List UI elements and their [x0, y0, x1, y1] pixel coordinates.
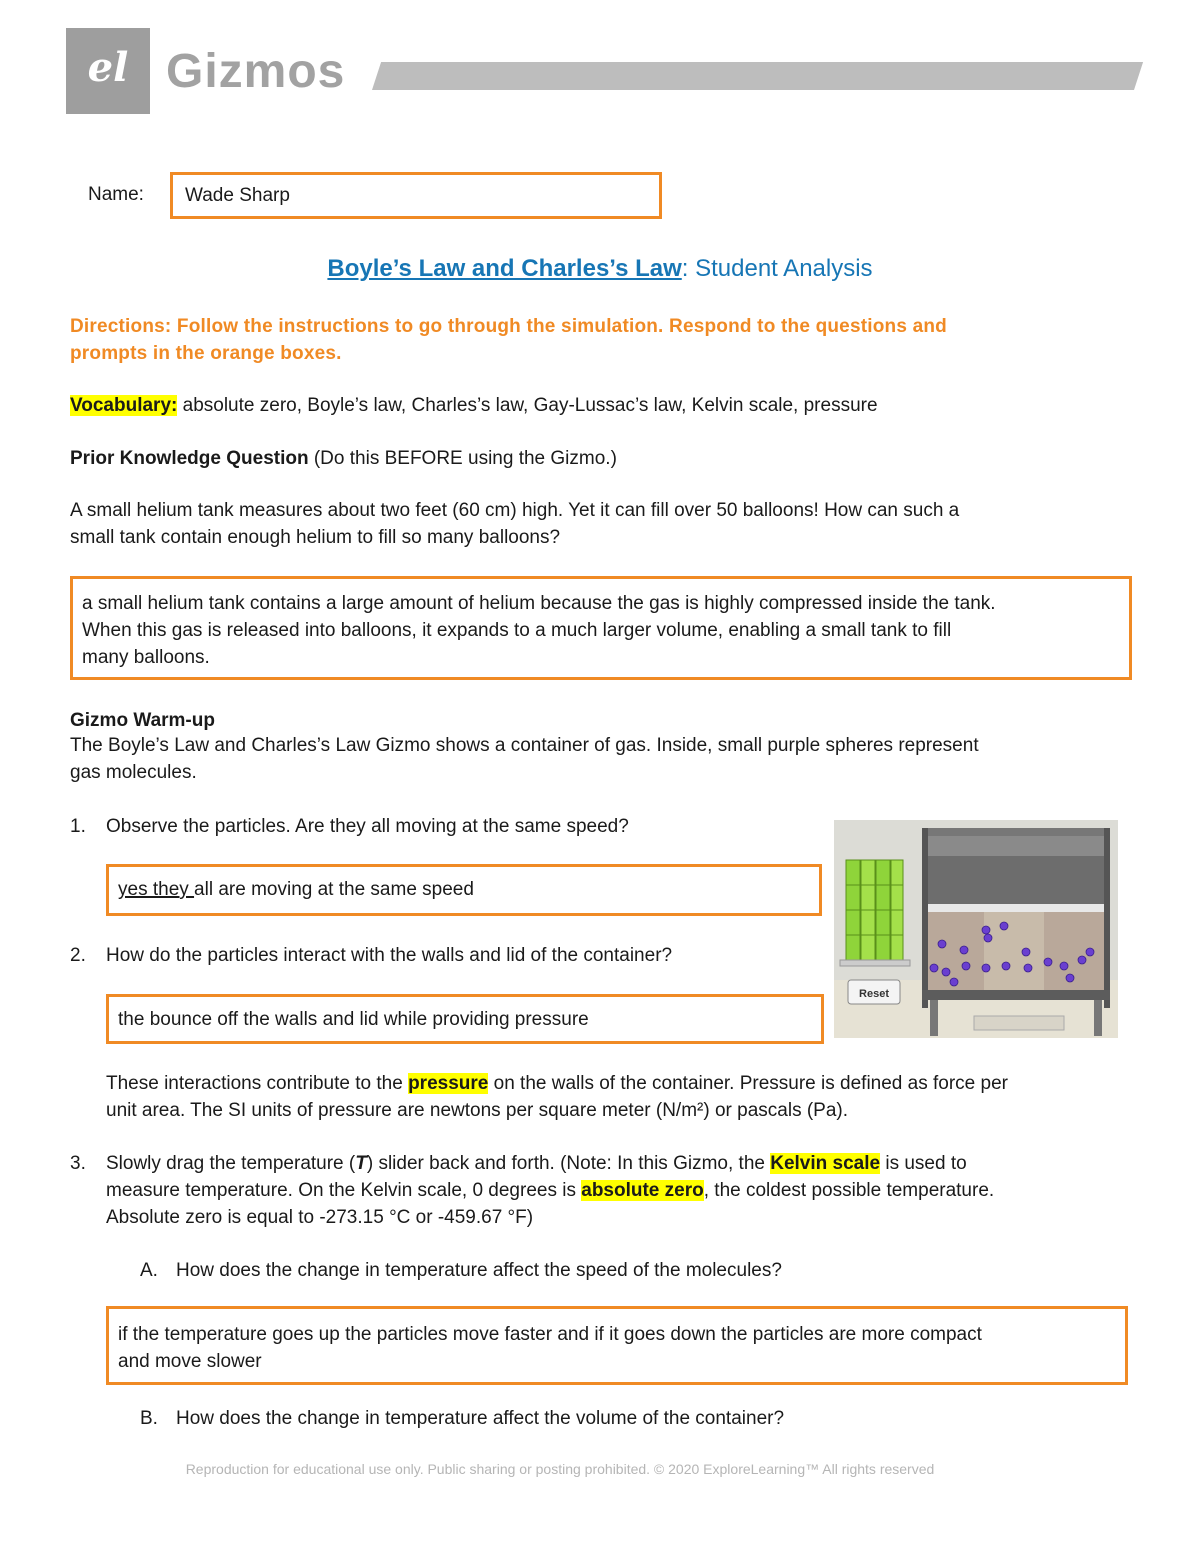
prior-knowledge-question [70, 497, 1130, 551]
name-field[interactable] [170, 172, 662, 219]
prior-knowledge-answer [82, 590, 1122, 671]
interactions-paragraph [106, 1070, 1136, 1124]
q1-number: 1. [70, 816, 86, 837]
term-kelvin-scale: Kelvin scale [770, 1153, 881, 1174]
header-bar [372, 62, 1143, 90]
q3-line3: Absolute zero is equal to -273.15 °C or -459.67 °F) [106, 1207, 534, 1228]
brand-name: Gizmos [166, 45, 346, 98]
term-absolute-zero: absolute zero [581, 1180, 704, 1201]
title-sub: Student Analysis [688, 255, 873, 282]
directions-line1: Directions: Follow the instructions to go through the simulation. Respond to the questions and [70, 316, 947, 337]
directions [70, 313, 1070, 367]
pk-answer-line2: When this gas is released into balloons, it expands to a much larger volume, enabling a small tank to fill [82, 620, 952, 641]
vocabulary [70, 392, 878, 419]
pk-answer-line1: a small helium tank contains a large amount of helium because the gas is highly compressed inside the tank. [82, 593, 996, 614]
page-title [0, 255, 1200, 283]
reset-button-label: Reset [859, 988, 889, 1000]
vocabulary-label: Vocabulary: [70, 395, 178, 416]
pk-answer-line3: many balloons. [82, 647, 210, 668]
simulation-illustration [834, 820, 1118, 1038]
prior-knowledge-heading [70, 445, 617, 472]
pk-question-line1: A small helium tank measures about two feet (60 cm) high. Yet it can fill over 50 balloons! How can such a [70, 500, 960, 521]
q1-answer [118, 879, 474, 901]
warmup-line1: The Boyle’s Law and Charles’s Law Gizmo shows a container of gas. Inside, small purple spheres represent [70, 735, 979, 756]
q3a-letter: A. [140, 1260, 158, 1281]
q3a-answer [118, 1321, 1118, 1375]
term-pressure: pressure [408, 1073, 489, 1094]
prior-knowledge-note: (Do this BEFORE using the Gizmo.) [308, 448, 617, 469]
title-link[interactable]: Boyle’s Law and Charles’s Law [327, 255, 682, 282]
interactions-pre: These interactions contribute to the [106, 1073, 409, 1094]
q3-line1 [106, 1150, 1136, 1177]
name-value: Wade Sharp [185, 185, 290, 206]
interactions-line2: unit area. The SI units of pressure are newtons per square meter (N/m²) or pascals (Pa). [106, 1100, 849, 1121]
q3-line2 [106, 1177, 1136, 1204]
q3-line2-a: measure temperature. On the Kelvin scale, 0 degrees is [106, 1180, 582, 1201]
q1-answer-box[interactable] [106, 864, 822, 916]
q3a-answer-box[interactable] [106, 1306, 1128, 1385]
pk-question-line2: small tank contain enough helium to fill so many balloons? [70, 527, 561, 548]
warmup-text [70, 732, 1130, 786]
q3a-answer-line2: and move slower [118, 1351, 262, 1372]
q3b-letter: B. [140, 1408, 158, 1429]
prior-knowledge-label: Prior Knowledge Question [70, 448, 309, 469]
title-sep: : [681, 255, 689, 282]
q2-answer-box[interactable] [106, 994, 824, 1044]
vocabulary-terms: absolute zero, Boyle’s law, Charles’s law, Gay-Lussac’s law, Kelvin scale, pressure [177, 395, 878, 416]
q3-line1-c: is used to [880, 1153, 967, 1174]
weights-stack [840, 860, 910, 966]
q2-number: 2. [70, 945, 86, 966]
q3-line1-a: Slowly drag the temperature ( [106, 1153, 356, 1174]
gizmo-simulation-image [834, 820, 1118, 1038]
q3-number: 3. [70, 1153, 86, 1174]
interactions-post: on the walls of the container. Pressure is defined as force per [488, 1073, 1008, 1094]
prior-knowledge-answer-box[interactable] [70, 576, 1132, 680]
logo-glyph: el [87, 44, 129, 91]
q3b-text: How does the change in temperature affect the volume of the container? [176, 1408, 785, 1429]
q3a-answer-line1: if the temperature goes up the particles move faster and if it goes down the particles are more compact [118, 1324, 982, 1345]
warmup-line2: gas molecules. [70, 762, 197, 783]
q1-answer-rest: all are moving at the same speed [194, 879, 474, 900]
directions-line2: prompts in the orange boxes. [70, 343, 342, 364]
q1-answer-underlined: yes they [118, 879, 195, 900]
warmup-heading: Gizmo Warm-up [70, 710, 215, 731]
q2-text: How do the particles interact with the walls and lid of the container? [106, 945, 673, 966]
temperature-symbol: T [355, 1153, 367, 1174]
footer: Reproduction for educational use only. Public sharing or posting prohibited. © 2020 ExploreLearning™ All rights reserved [185, 1461, 935, 1477]
q1-text: Observe the particles. Are they all moving at the same speed? [106, 816, 629, 837]
q3a-text: How does the change in temperature affect the speed of the molecules? [176, 1260, 782, 1281]
q3-line2-b: , the coldest possible temperature. [703, 1180, 995, 1201]
q2-answer: the bounce off the walls and lid while providing pressure [118, 1009, 589, 1030]
interactions-line1 [106, 1070, 1136, 1097]
q3-text [106, 1150, 1136, 1231]
name-label: Name: [88, 184, 144, 205]
q3-line1-b: ) slider back and forth. (Note: In this Gizmo, the [366, 1153, 771, 1174]
